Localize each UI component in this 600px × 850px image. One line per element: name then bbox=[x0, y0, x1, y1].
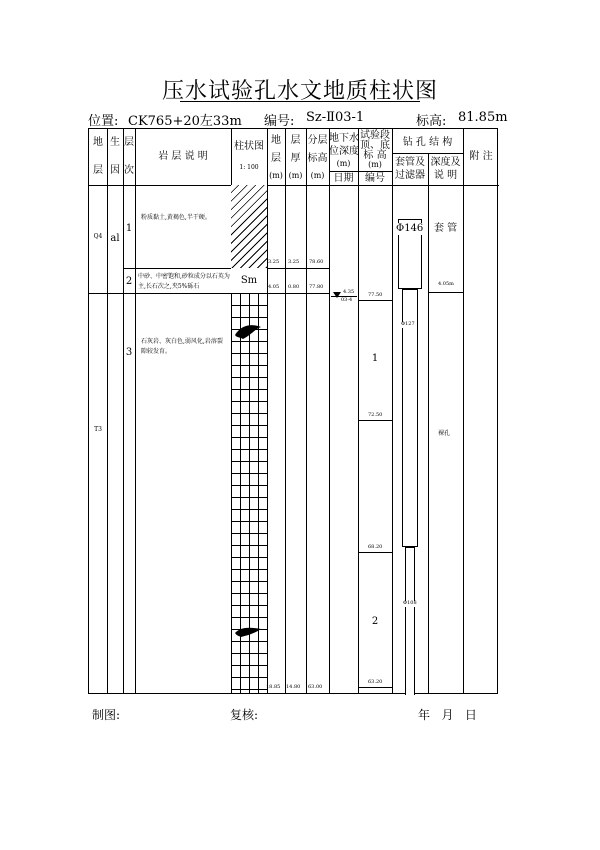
footer-date: 年 月 日 bbox=[418, 708, 477, 722]
test-2-no: 2 bbox=[371, 616, 379, 627]
header-depth-3: (m) bbox=[269, 171, 283, 180]
water-level-date: 03-4 bbox=[341, 297, 353, 303]
test-1-top: 77.50 bbox=[368, 292, 383, 298]
header-elevation-3: (m) bbox=[310, 171, 325, 180]
thickness-layer-1: 3.25 bbox=[288, 259, 300, 265]
elevation-layer-3: 63.00 bbox=[308, 684, 323, 690]
header-depth-1: 地 bbox=[271, 135, 281, 146]
page-title: 压水试验孔水文地质柱状图 bbox=[161, 79, 438, 104]
header-elevation-1: 分层 bbox=[307, 135, 328, 146]
thickness-layer-2: 0.80 bbox=[288, 284, 300, 290]
description-layer-3: 石灰岩、灰白色,弱风化,岩溶裂隙较发育。 bbox=[141, 338, 223, 355]
layer-no-2: 2 bbox=[125, 276, 133, 287]
header-bottom-line bbox=[89, 185, 499, 186]
water-level-depth: 4.35 bbox=[343, 289, 355, 295]
header-depth-desc-1: 深度及 bbox=[430, 157, 461, 168]
header-test-no: 编号 bbox=[365, 173, 385, 184]
header-column: 柱状图 bbox=[234, 141, 264, 152]
test-1-bottom: 72.50 bbox=[368, 412, 383, 418]
header-thickness-3: (m) bbox=[288, 171, 303, 180]
layer-boundary bbox=[89, 293, 329, 294]
elevation-layer-2: 77.80 bbox=[309, 284, 324, 290]
bit-108-label: Φ108 bbox=[403, 600, 417, 606]
casing-depth-line bbox=[428, 292, 463, 293]
elevation-label: 标高: bbox=[416, 114, 447, 129]
header-drill-structure: 钻 孔 结 构 bbox=[402, 137, 453, 148]
stratum-t3: T3 bbox=[94, 426, 102, 433]
col-line bbox=[329, 129, 330, 693]
header-elevation-2: 标高 bbox=[307, 153, 328, 164]
code-label: 编号: bbox=[264, 114, 295, 129]
header-description: 岩 层 说 明 bbox=[158, 151, 208, 162]
borehole-108 bbox=[405, 547, 415, 695]
casing-size-label: Φ146 bbox=[396, 223, 424, 234]
genesis-al: al bbox=[110, 233, 120, 244]
header-layer-2: 次 bbox=[124, 165, 134, 176]
header-casing-1: 套管及 bbox=[395, 157, 425, 168]
col-line bbox=[285, 129, 286, 693]
header-test-4: (m) bbox=[368, 160, 382, 169]
thickness-layer-3: 14.80 bbox=[286, 684, 301, 690]
header-thickness-2: 厚 bbox=[290, 153, 301, 164]
footer-checked: 复核: bbox=[230, 708, 259, 722]
layer-no-3: 3 bbox=[125, 347, 133, 358]
test-1-no: 1 bbox=[371, 353, 379, 364]
header-stratum-2: 层 bbox=[93, 165, 103, 176]
col-line bbox=[123, 129, 124, 693]
depth-layer-1: 3.25 bbox=[268, 259, 280, 265]
borehole-log-table bbox=[88, 128, 498, 694]
water-date-line bbox=[329, 171, 358, 172]
header-test-1: 试验段 bbox=[360, 130, 390, 141]
code-value: Sz-Ⅱ03-1 bbox=[306, 110, 365, 125]
header-scale: 1: 100 bbox=[239, 164, 259, 171]
bit-127-label: Φ127 bbox=[401, 321, 415, 327]
header-depth-2: 层 bbox=[271, 153, 281, 164]
header-test-3: 标 高 bbox=[363, 150, 387, 161]
casing-depth: 4.05m bbox=[438, 281, 454, 287]
elevation-value: 81.85m bbox=[458, 110, 508, 125]
test-boundary bbox=[358, 552, 392, 553]
test-2-top: 68.20 bbox=[368, 544, 383, 550]
col-line bbox=[306, 129, 307, 693]
sand-symbol-label: Sm bbox=[240, 275, 258, 286]
header-water-date: 日期 bbox=[333, 173, 354, 184]
col-line bbox=[358, 129, 359, 693]
description-layer-2: 中砂、中密饱和,砂粒成分以石英为主,长石次之,夹5%砾石 bbox=[138, 273, 230, 290]
test-boundary bbox=[358, 687, 392, 688]
drill-sub-line bbox=[392, 153, 463, 154]
header-thickness-1: 层 bbox=[290, 135, 301, 146]
depth-layer-2: 4.05 bbox=[268, 284, 280, 290]
col-line bbox=[107, 129, 108, 693]
sand-layer-symbol bbox=[231, 268, 267, 293]
header-genesis-2: 因 bbox=[110, 165, 120, 176]
header-layer-1: 层 bbox=[124, 137, 134, 148]
title-underline bbox=[180, 101, 420, 102]
col-line bbox=[463, 129, 464, 693]
depth-layer-3: 18.85 bbox=[266, 684, 281, 690]
header-stratum-1: 地 bbox=[93, 137, 103, 148]
footer-drawn: 制图: bbox=[92, 708, 121, 722]
col-line bbox=[392, 129, 393, 693]
open-hole-label: 裸孔 bbox=[438, 430, 451, 437]
fossil-icon bbox=[231, 619, 267, 643]
layer-no-1: 1 bbox=[125, 223, 133, 234]
header-depth-desc-2: 说 明 bbox=[433, 170, 458, 181]
casing-note: 套 管 bbox=[434, 223, 458, 234]
elevation-layer-1: 78.60 bbox=[309, 259, 324, 265]
clay-hatch-pattern bbox=[231, 185, 267, 268]
col-line bbox=[267, 129, 268, 693]
test-boundary bbox=[358, 300, 392, 301]
header-casing-2: 过滤器 bbox=[395, 170, 425, 181]
header-remarks: 附 注 bbox=[469, 151, 493, 162]
fossil-icon bbox=[231, 319, 267, 343]
test-2-bottom: 63.20 bbox=[368, 679, 383, 685]
stratum-q4: Q4 bbox=[93, 233, 103, 240]
test-no-line bbox=[358, 171, 392, 172]
location-label: 位置: bbox=[88, 114, 119, 129]
header-genesis-1: 生 bbox=[110, 137, 120, 148]
description-layer-1: 粉质黏土,黄褐色,半干硬。 bbox=[141, 214, 211, 221]
header-test-2: 顶、底 bbox=[360, 140, 390, 151]
layer-boundary bbox=[123, 268, 329, 269]
test-boundary bbox=[358, 420, 392, 421]
header-water-2: 位深度 bbox=[329, 146, 359, 157]
col-line bbox=[135, 129, 136, 693]
location-value: CK765+20左33m bbox=[128, 114, 242, 129]
header-water-1: 地下水 bbox=[329, 133, 359, 144]
col-line bbox=[428, 153, 429, 693]
header-water-3: (m) bbox=[336, 159, 351, 168]
